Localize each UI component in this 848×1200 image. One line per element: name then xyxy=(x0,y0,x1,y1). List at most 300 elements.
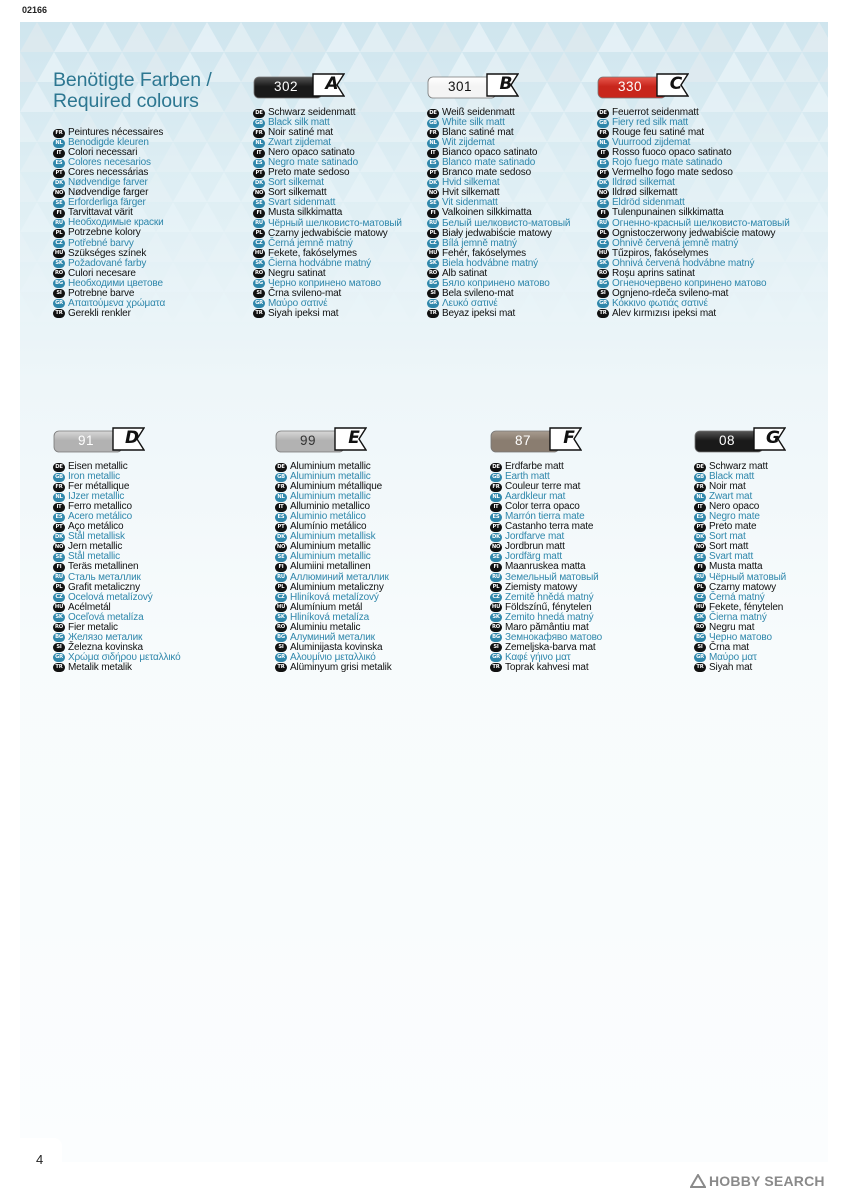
colour-name: Gerekli renkler xyxy=(68,307,131,319)
language-code-badge-icon: GR xyxy=(597,299,609,308)
colour-name: Marrón tierra mate xyxy=(505,511,585,523)
language-code-badge-icon: NL xyxy=(53,139,65,148)
colour-name: Preto mate sedoso xyxy=(268,167,350,179)
language-code-badge-icon: SE xyxy=(694,553,706,562)
language-entry-fi xyxy=(427,208,570,218)
pattern-triangle xyxy=(156,22,190,52)
colour-name: Biela hodvábne matný xyxy=(442,257,538,269)
colour-name: Aluminium metallic xyxy=(290,461,371,473)
pattern-triangle xyxy=(802,202,828,232)
colour-name: Αλουμίνιο μεταλλικό xyxy=(290,651,376,663)
colour-name: Potrzebne kolory xyxy=(68,227,141,239)
language-code-badge-icon: PL xyxy=(275,583,287,592)
paint-badge xyxy=(427,73,519,99)
colour-name: Ildrød silkemat xyxy=(612,177,675,189)
colour-name: Preto mate xyxy=(709,521,757,533)
language-code-badge-icon: NL xyxy=(694,493,706,502)
language-code-badge-icon: FR xyxy=(253,129,265,138)
language-code-badge-icon: PL xyxy=(53,583,65,592)
language-code-badge-icon: BG xyxy=(694,633,706,642)
colour-name: IJzer metallic xyxy=(68,491,125,503)
language-entry-fi xyxy=(253,208,402,218)
pattern-triangle xyxy=(768,22,802,52)
language-code-badge-icon: BG xyxy=(597,279,609,288)
document-code: 02166 xyxy=(22,5,48,15)
colour-name: Alumiini metallinen xyxy=(290,561,371,573)
colour-name: Fer métallique xyxy=(68,481,130,493)
paint-letter: G xyxy=(766,428,780,448)
language-code-badge-icon: DK xyxy=(53,533,65,542)
language-code-badge-icon: ES xyxy=(53,159,65,168)
language-code-badge-icon: IT xyxy=(53,149,65,158)
colour-name: Castanho terra mate xyxy=(505,521,594,533)
colour-name: Peintures nécessaires xyxy=(68,127,164,139)
language-code-badge-icon: DE xyxy=(253,109,265,118)
paint-block-g xyxy=(694,427,786,673)
language-code-badge-icon: DE xyxy=(490,463,502,472)
colour-name: Negru mat xyxy=(709,621,755,633)
language-code-badge-icon: ES xyxy=(427,159,439,168)
language-code-badge-icon: BG xyxy=(253,279,265,288)
language-entry-tr xyxy=(427,309,570,319)
pattern-triangle xyxy=(20,262,54,292)
language-code-badge-icon: HU xyxy=(695,604,705,611)
language-entry-tr xyxy=(253,309,402,319)
language-code-badge-icon: IT xyxy=(53,503,65,512)
pattern-triangle xyxy=(207,172,241,202)
colour-name: Black matt xyxy=(709,471,755,483)
colour-name: Earth matt xyxy=(505,471,550,483)
language-code-badge-icon: RO xyxy=(428,270,437,277)
pattern-triangle xyxy=(530,22,564,52)
colour-name: Stål metallic xyxy=(68,551,120,563)
language-code-badge-icon: NL xyxy=(53,493,65,502)
colour-name: Svart sidenmatt xyxy=(268,197,336,209)
language-code-badge-icon: DK xyxy=(490,533,502,542)
language-code-badge-icon: CZ xyxy=(694,593,706,602)
paint-translations xyxy=(275,462,392,673)
pattern-triangle xyxy=(394,22,428,52)
language-code-badge-icon: SE xyxy=(53,553,65,562)
language-code-badge-icon: RO xyxy=(54,270,63,277)
colour-name: Aluminium metallic xyxy=(290,551,371,563)
language-code-badge-icon: PL xyxy=(694,583,706,592)
colour-name: Ognjeno-rdeča svileno-mat xyxy=(612,287,729,299)
colour-name: Fier metalic xyxy=(68,621,118,633)
colour-name: Rosso fuoco opaco satinato xyxy=(612,147,732,159)
language-code-badge-icon: DK xyxy=(694,533,706,542)
language-code-badge-icon: FI xyxy=(53,209,65,218)
colour-name: Negro mate satinado xyxy=(268,157,358,169)
colour-name: Ildrød silkematt xyxy=(612,187,678,199)
colour-name: Nero opaco satinato xyxy=(268,147,355,159)
language-entry-tr xyxy=(694,663,786,673)
language-code-badge-icon: CZ xyxy=(53,239,65,248)
pattern-triangle xyxy=(20,112,37,142)
language-code-badge-icon: RU xyxy=(490,573,502,582)
colour-name: Бяло копринено матово xyxy=(442,277,550,289)
colour-name: Hvit silkematt xyxy=(442,187,500,199)
colour-name: Eisen metallic xyxy=(68,461,128,473)
language-code-badge-icon: NO xyxy=(491,543,501,550)
colour-name: Μαύρο ματ xyxy=(709,651,757,663)
colour-name: Fekete, fakóselymes xyxy=(268,247,357,259)
language-code-badge-icon: ES xyxy=(597,159,609,168)
colour-name: Roşu aprins satinat xyxy=(612,267,695,279)
colour-name: Zwart mat xyxy=(709,491,753,503)
pattern-triangle xyxy=(802,22,828,52)
language-code-badge-icon: IT xyxy=(275,503,287,512)
pattern-triangle xyxy=(700,22,734,52)
pattern-triangle xyxy=(20,292,37,322)
language-code-badge-icon: IT xyxy=(427,149,439,158)
language-code-badge-icon: IT xyxy=(490,503,502,512)
paint-block-a xyxy=(253,73,402,319)
colour-name: Maro pământiu mat xyxy=(505,621,589,633)
language-code-badge-icon: IT xyxy=(597,149,609,158)
colour-name: Fekete, fénytelen xyxy=(709,601,784,613)
language-code-badge-icon: RU xyxy=(694,573,706,582)
colour-name: Nødvendige farger xyxy=(68,187,149,199)
colour-name: Необходими цветове xyxy=(68,277,163,289)
language-code-badge-icon: RU xyxy=(597,219,609,228)
language-code-badge-icon: SE xyxy=(427,199,439,208)
language-code-badge-icon: SI xyxy=(694,643,706,652)
language-entry-fi xyxy=(53,562,181,572)
pattern-triangle xyxy=(20,202,54,232)
colour-name: Απαιτούμενα χρώματα xyxy=(68,297,166,309)
pattern-triangle xyxy=(190,202,224,232)
language-code-badge-icon: SI xyxy=(275,643,287,652)
language-code-badge-icon: GR xyxy=(694,653,706,662)
pattern-triangle xyxy=(173,292,207,322)
language-code-badge-icon: PT xyxy=(253,169,265,178)
colour-name: Beyaz ipeksi mat xyxy=(442,307,516,319)
colour-name: Földszínű, fénytelen xyxy=(505,601,592,613)
language-code-badge-icon: GB xyxy=(53,473,65,482)
language-code-badge-icon: SI xyxy=(597,289,609,298)
colour-name: Teräs metallinen xyxy=(68,561,139,573)
colour-name: Wit zijdemat xyxy=(442,137,495,149)
language-code-badge-icon: RO xyxy=(695,624,704,631)
colour-name: Alüminyum grisi metalik xyxy=(290,661,392,673)
language-code-badge-icon: DK xyxy=(53,179,65,188)
colour-name: Feuerrot seidenmatt xyxy=(612,107,699,119)
language-code-badge-icon: PT xyxy=(694,523,706,532)
colour-name: Aluminium metallic xyxy=(290,541,371,553)
language-code-badge-icon: FI xyxy=(53,563,65,572)
colour-name: Черно копринено матово xyxy=(268,277,381,289)
language-entry-fi xyxy=(275,562,392,572)
colour-name: Svart matt xyxy=(709,551,754,563)
language-entry-tr xyxy=(275,663,392,673)
pattern-triangle xyxy=(785,52,819,82)
pattern-triangle xyxy=(20,82,54,112)
colour-name: Noir satiné mat xyxy=(268,127,333,139)
pattern-triangle xyxy=(819,172,828,202)
colour-name: Černá matný xyxy=(709,591,765,603)
colour-name: Jordfarve mat xyxy=(505,531,565,543)
language-code-badge-icon: SK xyxy=(490,613,502,622)
language-code-badge-icon: HU xyxy=(276,604,286,611)
colour-name: Fehér, fakóselymes xyxy=(442,247,527,259)
colour-name: Zemito hnedá matný xyxy=(505,611,594,623)
colour-name: Tűzpiros, fakóselymes xyxy=(612,247,709,259)
language-entry-tr xyxy=(597,309,790,319)
colour-name: Alumínio metálico xyxy=(290,521,367,533)
language-code-badge-icon: DE xyxy=(53,463,65,472)
colour-name: Maanruskea matta xyxy=(505,561,586,573)
colour-name: Oceľová metalíza xyxy=(68,611,144,623)
language-code-badge-icon: IT xyxy=(253,149,265,158)
language-entry-fi xyxy=(490,562,602,572)
colour-name: Acélmetál xyxy=(68,601,111,613)
paint-badge xyxy=(53,427,145,453)
colour-name: Ziemisty matowy xyxy=(505,581,578,593)
colour-name: Hliníková metalíza xyxy=(290,611,369,623)
colour-name: Grafit metaliczny xyxy=(68,581,140,593)
pattern-triangle xyxy=(802,82,828,112)
language-entry-tr xyxy=(53,663,181,673)
language-code-badge-icon: DE xyxy=(275,463,287,472)
pattern-triangle xyxy=(190,262,224,292)
paint-letter: D xyxy=(124,428,140,448)
paint-letter: F xyxy=(563,428,575,448)
language-code-badge-icon: NO xyxy=(254,189,264,196)
colour-name: Fiery red silk matt xyxy=(612,117,689,129)
paint-number: 99 xyxy=(299,433,317,448)
colour-name: Aluminio metálico xyxy=(290,511,366,523)
language-code-badge-icon: RO xyxy=(598,270,607,277)
colour-name: Земнокафяво матово xyxy=(505,631,603,643)
hobby-search-logo-icon xyxy=(690,1174,706,1188)
colour-name: Eldröd sidenmatt xyxy=(612,197,685,209)
language-code-badge-icon: GR xyxy=(253,299,265,308)
language-code-badge-icon: TR xyxy=(597,309,609,318)
language-code-badge-icon: GR xyxy=(427,299,439,308)
colour-name: Чёрный шелковисто-матовый xyxy=(268,217,402,229)
language-code-badge-icon: FI xyxy=(597,209,609,218)
language-code-badge-icon: NL xyxy=(275,493,287,502)
pattern-triangle xyxy=(292,22,326,52)
pattern-triangle xyxy=(190,142,224,172)
paint-badge xyxy=(694,427,786,453)
pattern-triangle xyxy=(173,232,207,262)
colour-name: Color terra opaco xyxy=(505,501,580,513)
language-code-badge-icon: RO xyxy=(254,270,263,277)
language-code-badge-icon: PL xyxy=(597,229,609,238)
pattern-triangle xyxy=(173,172,207,202)
colour-name: Acero metálico xyxy=(68,511,133,523)
colour-name: Аллюминий металлик xyxy=(290,571,389,583)
paint-translations xyxy=(694,462,786,673)
colour-name: Zemeljska-barva mat xyxy=(505,641,596,653)
colour-name: Bela svileno-mat xyxy=(442,287,514,299)
colour-name: Potřebné barvy xyxy=(68,237,134,249)
colour-name: Valkoinen silkkimatta xyxy=(442,207,532,219)
language-code-badge-icon: RU xyxy=(427,219,439,228)
colour-name: Κόκκινο φωτιάς σατινέ xyxy=(612,297,708,309)
colour-name: Μαύρο σατινέ xyxy=(268,297,328,309)
heading-line-de: Benötigte Farben / xyxy=(53,69,212,91)
language-code-badge-icon: BG xyxy=(275,633,287,642)
colour-name: Čierna matný xyxy=(709,611,767,623)
paint-badge xyxy=(597,73,689,99)
colour-name: Musta silkkimatta xyxy=(268,207,343,219)
language-code-badge-icon: TR xyxy=(694,663,706,672)
pattern-triangle xyxy=(20,52,37,82)
colour-name: Couleur terre mat xyxy=(505,481,581,493)
language-code-badge-icon: SE xyxy=(490,553,502,562)
page-number: 4 xyxy=(20,1138,62,1180)
paint-translations xyxy=(597,108,790,319)
colour-name: Vit sidenmatt xyxy=(442,197,498,209)
language-code-badge-icon: NL xyxy=(427,139,439,148)
colour-name: Zemitě hnědá matný xyxy=(505,591,594,603)
language-code-badge-icon: FR xyxy=(53,483,65,492)
language-code-badge-icon: RU xyxy=(53,219,65,228)
colour-name: Negru satinat xyxy=(268,267,326,279)
colour-name: Алуминий металик xyxy=(290,631,375,643)
language-code-badge-icon: CZ xyxy=(253,239,265,248)
language-code-badge-icon: GR xyxy=(53,299,65,308)
colour-name: Огненно-красный шелковисто-матовый xyxy=(612,217,790,229)
language-code-badge-icon: FR xyxy=(275,483,287,492)
language-code-badge-icon: FI xyxy=(427,209,439,218)
heading-translations xyxy=(53,128,165,319)
pattern-triangle xyxy=(207,112,241,142)
colour-name: Χρώμα σιδήρου μεταλλικό xyxy=(68,651,181,663)
pattern-triangle xyxy=(428,22,462,52)
language-code-badge-icon: BG xyxy=(490,633,502,642)
colour-name: Ognistoczerwony jedwabiście matowy xyxy=(612,227,776,239)
colour-name: Erforderliga färger xyxy=(68,197,146,209)
colour-name: Необходимые краски xyxy=(68,217,164,229)
language-code-badge-icon: RU xyxy=(53,573,65,582)
language-code-badge-icon: HU xyxy=(54,250,64,257)
language-code-badge-icon: SE xyxy=(597,199,609,208)
language-code-badge-icon: PL xyxy=(253,229,265,238)
language-code-badge-icon: BG xyxy=(53,279,65,288)
language-code-badge-icon: NO xyxy=(695,543,705,550)
colour-name: Ocelová metalízový xyxy=(68,591,153,603)
paint-block-e xyxy=(275,427,392,673)
language-code-badge-icon: NL xyxy=(253,139,265,148)
language-code-badge-icon: FR xyxy=(694,483,706,492)
language-code-badge-icon: SI xyxy=(53,289,65,298)
paint-badge xyxy=(253,73,345,99)
colour-name: Iron metallic xyxy=(68,471,120,483)
colour-name: Čierna hodvábne matný xyxy=(268,257,372,269)
pattern-triangle xyxy=(173,112,207,142)
colour-name: Rojo fuego mate satinado xyxy=(612,157,723,169)
colour-name: Черно матово xyxy=(709,631,772,643)
heading-line-en: Required colours xyxy=(53,90,199,112)
language-code-badge-icon: ES xyxy=(490,513,502,522)
colour-name: Černá jemně matný xyxy=(268,237,353,249)
language-code-badge-icon: IT xyxy=(694,503,706,512)
colour-name: Tarvittavat värit xyxy=(68,207,133,219)
language-code-badge-icon: DK xyxy=(253,179,265,188)
colour-name: Rouge feu satiné mat xyxy=(612,127,705,139)
colour-name: Culori necesare xyxy=(68,267,136,279)
paint-block-d xyxy=(53,427,181,673)
pattern-triangle xyxy=(88,22,122,52)
colour-name: Alev kırmızısı ipeksi mat xyxy=(612,307,717,319)
language-code-badge-icon: GB xyxy=(490,473,502,482)
paint-number: 302 xyxy=(273,79,299,94)
language-code-badge-icon: GB xyxy=(694,473,706,482)
language-code-badge-icon: PL xyxy=(490,583,502,592)
colour-name: Aardkleur mat xyxy=(505,491,566,503)
colour-name: Bílá jemně matný xyxy=(442,237,517,249)
colour-name: Ferro metallico xyxy=(68,501,132,513)
colour-name: Vuurrood zijdemat xyxy=(612,137,691,149)
language-code-badge-icon: ES xyxy=(53,513,65,522)
language-entry-tr xyxy=(53,309,165,319)
language-code-badge-icon: NL xyxy=(490,493,502,502)
colour-name: Сталь металлик xyxy=(68,571,141,583)
colour-name: Sort silkemat xyxy=(268,177,324,189)
language-code-badge-icon: DK xyxy=(427,179,439,188)
pattern-triangle xyxy=(802,262,828,292)
colour-name: Colores necesarios xyxy=(68,157,151,169)
colour-name: Nødvendige farver xyxy=(68,177,148,189)
paint-letter: A xyxy=(325,74,339,94)
paint-translations xyxy=(253,108,402,319)
pattern-triangle xyxy=(802,142,828,172)
language-code-badge-icon: RU xyxy=(275,573,287,582)
language-code-badge-icon: SK xyxy=(253,259,265,268)
language-code-badge-icon: SE xyxy=(275,553,287,562)
language-code-badge-icon: RU xyxy=(253,219,265,228)
language-code-badge-icon: GB xyxy=(275,473,287,482)
language-code-badge-icon: HU xyxy=(598,250,608,257)
language-code-badge-icon: GR xyxy=(53,653,65,662)
language-code-badge-icon: SK xyxy=(597,259,609,268)
colour-name: Blanc satiné mat xyxy=(442,127,514,139)
paint-letter: C xyxy=(669,74,683,94)
language-code-badge-icon: FR xyxy=(53,129,65,138)
colour-name: Aluminium metaliczny xyxy=(290,581,384,593)
language-code-badge-icon: SI xyxy=(427,289,439,298)
colour-name: Czarny matowy xyxy=(709,581,776,593)
language-code-badge-icon: FI xyxy=(253,209,265,218)
colour-name: Ohnivě červená jemně matný xyxy=(612,237,739,249)
language-code-badge-icon: DE xyxy=(694,463,706,472)
hobby-search-watermark xyxy=(690,1171,825,1191)
paint-number: 87 xyxy=(514,433,532,448)
pattern-triangle xyxy=(190,22,224,52)
colour-name: Λευκό σατινέ xyxy=(442,297,498,309)
language-code-badge-icon: NL xyxy=(597,139,609,148)
pattern-triangle xyxy=(207,52,241,82)
colour-name: Sort mat xyxy=(709,531,746,543)
language-code-badge-icon: DK xyxy=(597,179,609,188)
pattern-triangle xyxy=(122,22,156,52)
paint-letter: E xyxy=(348,428,360,448)
pattern-triangle xyxy=(20,142,54,172)
language-code-badge-icon: GB xyxy=(597,119,609,128)
language-code-badge-icon: RO xyxy=(276,624,285,631)
language-code-badge-icon: RO xyxy=(491,624,500,631)
language-code-badge-icon: GR xyxy=(490,653,502,662)
colour-name: Alb satinat xyxy=(442,267,488,279)
language-code-badge-icon: TR xyxy=(490,663,502,672)
colour-name: Hliníková metalízový xyxy=(290,591,379,603)
colour-name: Metalik metalik xyxy=(68,661,132,673)
language-code-badge-icon: PL xyxy=(53,229,65,238)
